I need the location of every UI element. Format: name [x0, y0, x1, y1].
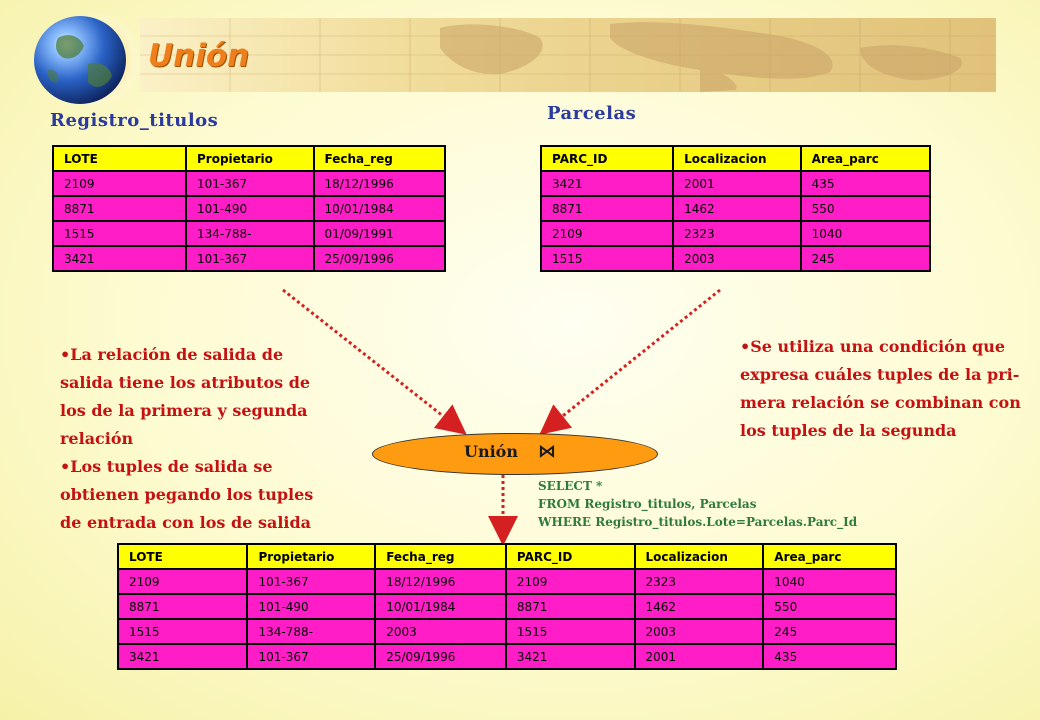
note-line: los tuples de la segunda	[740, 421, 957, 440]
column-header: Area_parc	[801, 146, 930, 171]
column-header: LOTE	[53, 146, 186, 171]
note-line: mera relación se combinan con	[740, 393, 1021, 412]
table-cell: 245	[763, 619, 896, 644]
table-cell: 101-490	[247, 594, 375, 619]
table-cell: 1515	[118, 619, 247, 644]
union-operator-label: Unión	[464, 442, 518, 461]
table-cell: 1040	[801, 221, 930, 246]
column-header: Propietario	[186, 146, 314, 171]
note-line: salida tiene los atributos de	[60, 373, 311, 392]
table-cell: 1515	[506, 619, 635, 644]
right-table-title: Parcelas	[547, 103, 637, 124]
note-line: •Se utiliza una condición que	[740, 337, 1006, 356]
table-cell: 2001	[673, 171, 801, 196]
table-cell: 435	[763, 644, 896, 669]
table-cell: 25/09/1996	[314, 246, 445, 271]
table-cell: 25/09/1996	[375, 644, 506, 669]
table-cell: 3421	[541, 171, 673, 196]
result-table	[117, 543, 897, 670]
table-row	[118, 619, 896, 644]
table-cell: 245	[801, 246, 930, 271]
table-cell: 1462	[673, 196, 801, 221]
table-cell: 2109	[118, 569, 247, 594]
column-header: Localizacion	[673, 146, 801, 171]
table-cell: 8871	[541, 196, 673, 221]
table-cell: 134-788-	[186, 221, 314, 246]
table-cell: 2003	[375, 619, 506, 644]
sql-line: SELECT *	[538, 479, 603, 493]
table-cell: 2109	[506, 569, 635, 594]
table-cell: 134-788-	[247, 619, 375, 644]
table-cell: 10/01/1984	[375, 594, 506, 619]
table-cell: 1515	[53, 221, 186, 246]
table-cell: 2109	[541, 221, 673, 246]
join-symbol-icon: ⋈	[538, 441, 556, 462]
column-header: Propietario	[247, 544, 375, 569]
table-cell: 2003	[673, 246, 801, 271]
note-line: •Los tuples de salida se	[60, 457, 273, 476]
table-cell: 18/12/1996	[314, 171, 445, 196]
note-line: relación	[60, 429, 134, 448]
right-arrow	[544, 290, 720, 431]
sql-query	[538, 477, 857, 531]
note-line: de entrada con los de salida	[60, 513, 312, 532]
table-cell: 550	[763, 594, 896, 619]
table-cell: 3421	[506, 644, 635, 669]
table-cell: 101-367	[186, 171, 314, 196]
table-cell: 550	[801, 196, 930, 221]
sql-line: WHERE Registro_titulos.Lote=Parcelas.Parc_Id	[538, 515, 858, 529]
table-header-row	[118, 544, 896, 569]
column-header: Localizacion	[635, 544, 764, 569]
column-header: Area_parc	[763, 544, 896, 569]
table-cell: 101-490	[186, 196, 314, 221]
left-notes	[60, 341, 320, 537]
table-cell: 10/01/1984	[314, 196, 445, 221]
column-header: PARC_ID	[541, 146, 673, 171]
table-cell: 1462	[635, 594, 764, 619]
table-cell: 8871	[53, 196, 186, 221]
left-table-title: Registro_titulos	[50, 110, 219, 131]
table-cell: 101-367	[247, 644, 375, 669]
table-cell: 101-367	[186, 246, 314, 271]
table-cell: 01/09/1991	[314, 221, 445, 246]
table-row	[118, 569, 896, 594]
table-cell: 2323	[673, 221, 801, 246]
table-cell: 2001	[635, 644, 764, 669]
right-notes	[740, 333, 1030, 445]
column-header: Fecha_reg	[314, 146, 445, 171]
table-cell: 1040	[763, 569, 896, 594]
table-cell: 2003	[635, 619, 764, 644]
table-cell: 3421	[53, 246, 186, 271]
sql-line: FROM Registro_titulos, Parcelas	[538, 497, 757, 511]
table-cell: 2109	[53, 171, 186, 196]
table-cell: 18/12/1996	[375, 569, 506, 594]
table-cell: 435	[801, 171, 930, 196]
table-cell: 101-367	[247, 569, 375, 594]
table-row	[118, 644, 896, 669]
note-line: expresa cuáles tuples de la pri-	[740, 365, 1020, 384]
column-header: LOTE	[118, 544, 247, 569]
page-title: Unión	[148, 38, 250, 74]
column-header: PARC_ID	[506, 544, 635, 569]
table-cell: 3421	[118, 644, 247, 669]
table-cell: 2323	[635, 569, 764, 594]
note-line: obtienen pegando los tuples	[60, 485, 314, 504]
note-line: los de la primera y segunda	[60, 401, 308, 420]
table-cell: 8871	[118, 594, 247, 619]
table-cell: 8871	[506, 594, 635, 619]
note-line: •La relación de salida de	[60, 345, 284, 364]
table-row	[118, 594, 896, 619]
column-header: Fecha_reg	[375, 544, 506, 569]
table-cell: 1515	[541, 246, 673, 271]
